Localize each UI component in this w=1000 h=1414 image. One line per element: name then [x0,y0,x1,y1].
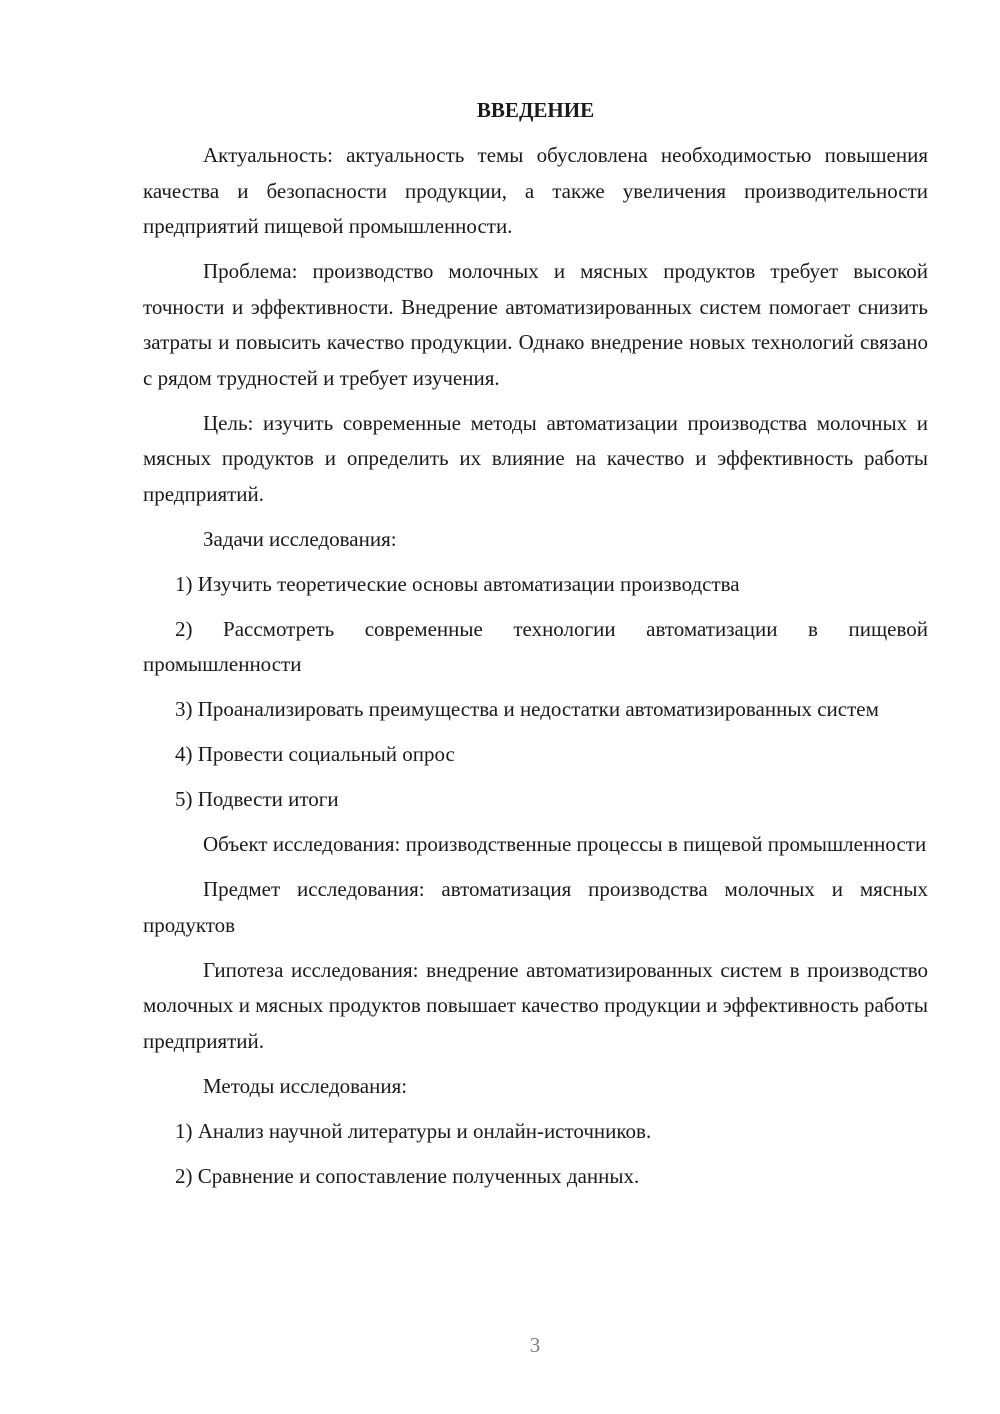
goal-paragraph: Цель: изучить современные методы автоматизации производства молочных и мясных продуктов и определить их влияние на качество и эффективность работы предприятий. [143,410,928,506]
task-item-5: 5) Подвести итоги [175,787,339,811]
task-item-3: 3) Проанализировать преимущества и недостатки автоматизированных систем [175,697,879,721]
task-item-2: 2) Рассмотреть современные технологии автоматизации в пищевой промышленности [143,616,928,676]
document-page [143,92,928,1204]
object-paragraph: Объект исследования: производственные процессы в пищевой промышленности [203,832,927,856]
tasks-heading: Задачи исследования: [203,526,397,551]
subject-paragraph: Предмет исследования: автоматизация производства молочных и мясных продуктов [143,877,928,937]
relevance-paragraph: Актуальность: актуальность темы обусловлена необходимостью повышения качества и безопасности продукции, а также увеличения производительности предприятий пищевой промышленности. [143,143,928,238]
section-title: ВВЕДЕНИЕ [476,98,595,122]
method-item-2: 2) Сравнение и сопоставление полученных данных. [175,1163,640,1188]
page-number: 3 [529,1333,541,1357]
methods-heading: Методы исследования: [203,1073,408,1098]
method-item-1: 1) Анализ научной литературы и онлайн-источников. [175,1118,652,1143]
task-item-4: 4) Провести социальный опрос [175,742,455,766]
hypothesis-paragraph: Гипотеза исследования: внедрение автоматизированных систем в производство молочных и мясных продуктов повышает качество продукции и эффективность работы предприятий. [143,957,928,1053]
task-item-1: 1) Изучить теоретические основы автоматизации производства [175,571,740,596]
problem-paragraph: Проблема: производство молочных и мясных продуктов требует высокой точности и эффективности. Внедрение автоматизированных систем помогает снизить затраты и повысить качество продукции. Однако внедрение новых технологий связано с рядом трудностей и требует изучения. [143,259,928,390]
